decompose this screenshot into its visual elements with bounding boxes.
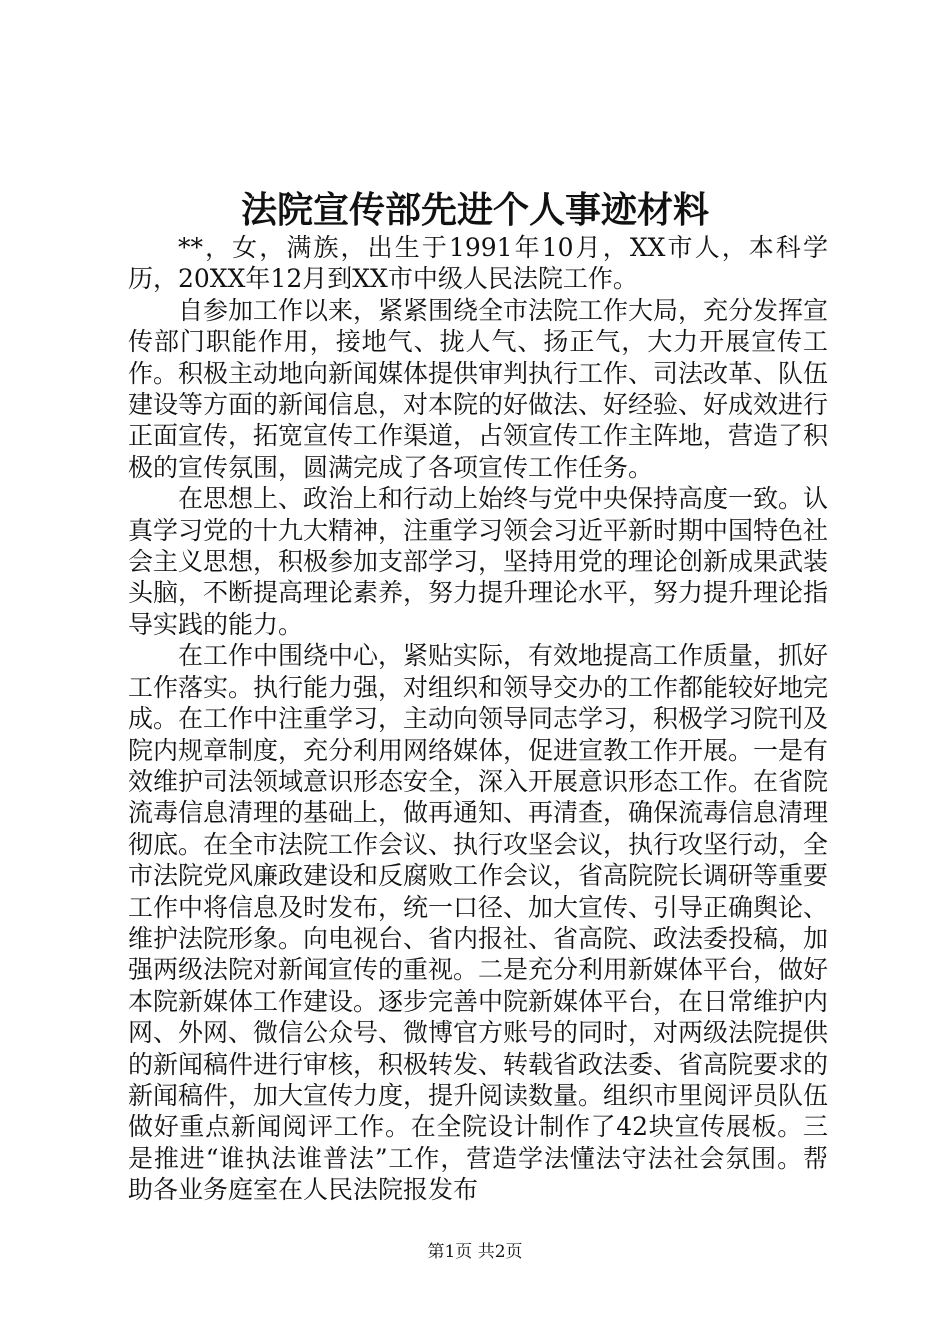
document-body (128, 232, 828, 1206)
paragraph-2: 自参加工作以来，紧紧围绕全市法院工作大局，充分发挥宣传部门职能作用，接地气、拢人气、扬正气，大力开展宣传工作。积极主动地向新闻媒体提供审判执行工作、司法改革、队伍建设等方面的新闻信息，对本院的好做法、好经验、好成效进行正面宣传，拓宽宣传工作渠道，占领宣传工作主阵地，营造了积极的宣传氛围，圆满完成了各项宣传工作任务。 (128, 295, 829, 482)
paragraph-3: 在思想上、政治上和行动上始终与党中央保持高度一致。认真学习党的十九大精神，注重学习领会习近平新时期中国特色社会主义思想，积极参加支部学习，坚持用党的理论创新成果武装头脑，不断提高理论素养，努力提升理论水平，努力提升理论指导实践的能力。 (128, 484, 829, 639)
paragraph-1: **，女，满族，出生于1991年10月，XX市人，本科学历，20XX年12月到XX市中级人民法院工作。 (128, 233, 828, 294)
page-number-footer: 第1页 共2页 (427, 1242, 523, 1262)
document-title: 法院宣传部先进个人事迹材料 (240, 189, 709, 231)
paragraph-4: 在工作中围绕中心，紧贴实际，有效地提高工作质量，抓好工作落实。执行能力强，对组织和领导交办的工作都能较好地完成。在工作中注重学习，主动向领导同志学习，积极学习院刊及院内规章制度，充分利用网络媒体，促进宣教工作开展。一是有效维护司法领域意识形态安全，深入开展意识形态工作。在省院流毒信息清理的基础上，做再通知、再清查，确保流毒信息清理彻底。在全市法院工作会议、执行攻坚会议，执行攻坚行动，全市法院党风廉政建设和反腐败工作会议，省高院院长调研等重要工作中将信息及时发布，统一口径、加大宣传、引导正确舆论、维护法院形象。向电视台、省内报社、省高院、政法委投稿，加强两级法院对新闻宣传的重视。二是充分利用新媒体平台，做好本院新媒体工作建设。逐步完善中院新媒体平台，在日常维护内网、外网、微信公众号、微博官方账号的同时，对两级法院提供的新闻稿件进行审核，积极转发、转载省政法委、省高院要求的新闻稿件，加大宣传力度，提升阅读数量。组织市里阅评员队伍做好重点新闻阅评工作。在全院设计制作了42块宣传展板。三是推进“谁执法谁普法”工作，营造学法懂法守法社会氛围。帮助各业务庭室在人民法院报发布 (128, 641, 829, 1205)
